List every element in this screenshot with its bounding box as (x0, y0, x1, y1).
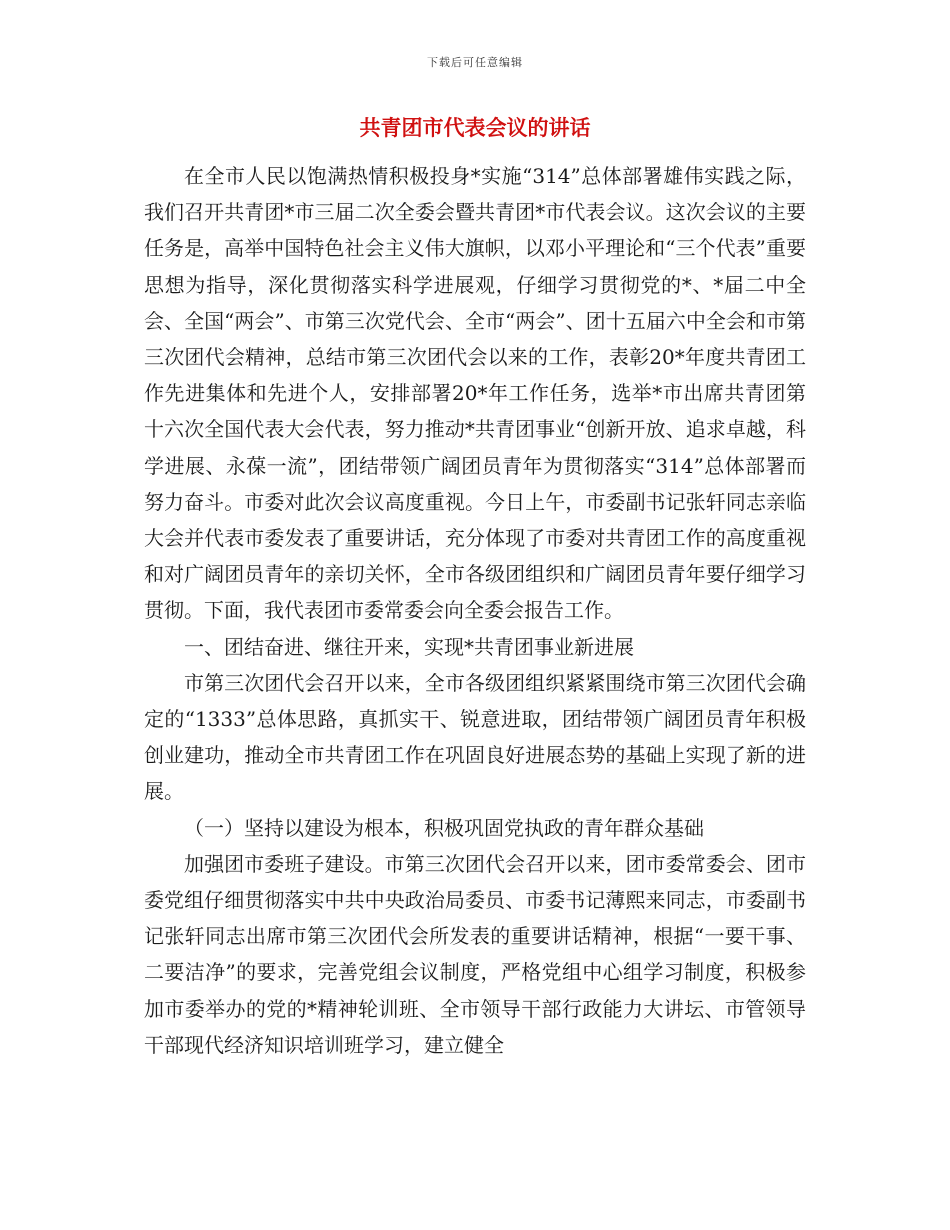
paragraph-section-1: 市第三次团代会召开以来，全市各级团组织紧紧围绕市第三次团代会确定的“1333”总体思路，真抓实干、锐意进取，团结带领广阔团员青年积极创业建功，推动全市共青团工作在巩固良好进展态势的基础上实现了新的进展。 (144, 670, 806, 804)
paragraph-subsection-1: 加强团市委班子建设。市第三次团代会召开以来，团市委常委会、团市委党组仔细贯彻落实中共中央政治局委员、市委书记薄熙来同志，市委副书记张轩同志出席市第三次团代会所发表的重要讲话精神，根据“一要干事、二要洁净”的要求，完善党组会议制度，严格党组中心组学习制度，积极参加市委举办的党的*精神轮训班、全市领导干部行政能力大讲坛、市管领导干部现代经济知识培训班学习，建立健全 (144, 851, 806, 1057)
paragraph-intro: 在全市人民以饱满热情积极投身*实施“314”总体部署雄伟实践之际，我们召开共青团*市三届二次全委会暨共青团*市代表会议。这次会议的主要任务是，高举中国特色社会主义伟大旗帜，以邓小平理论和“三个代表”重要思想为指导，深化贯彻落实科学进展观，仔细学习贯彻党的*、*届二中全会、全国“两会”、市第三次党代会、全市“两会”、团十五届六中全会和市第三次团代会精神，总结市第三次团代会以来的工作，表彰20*年度共青团工作先进集体和先进个人，安排部署20*年工作任务，选举*市出席共青团第十六次全国代表大会代表，努力推动*共青团事业“创新开放、追求卓越，科学进展、永葆一流”，团结带领广阔团员青年为贯彻落实“314”总体部署而努力奋斗。市委对此次会议高度重视。今日上午，市委副书记张轩同志亲临大会并代表市委发表了重要讲话，充分体现了市委对共青团工作的高度重视和对广阔团员青年的亲切关怀，全市各级团组织和广阔团员青年要仔细学习贯彻。下面，我代表团市委常委会向全委会报告工作。 (144, 164, 806, 623)
document-title: 共青团市代表会议的讲话 (359, 116, 591, 140)
header-note: 下载后可任意编辑 (427, 56, 523, 69)
section-heading-1: 一、团结奋进、继往开来，实现*共青团事业新进展 (184, 634, 634, 659)
subsection-heading-1: （一）坚持以建设为根本，积极巩固党执政的青年群众基础 (184, 815, 704, 840)
document-body (144, 158, 806, 1063)
